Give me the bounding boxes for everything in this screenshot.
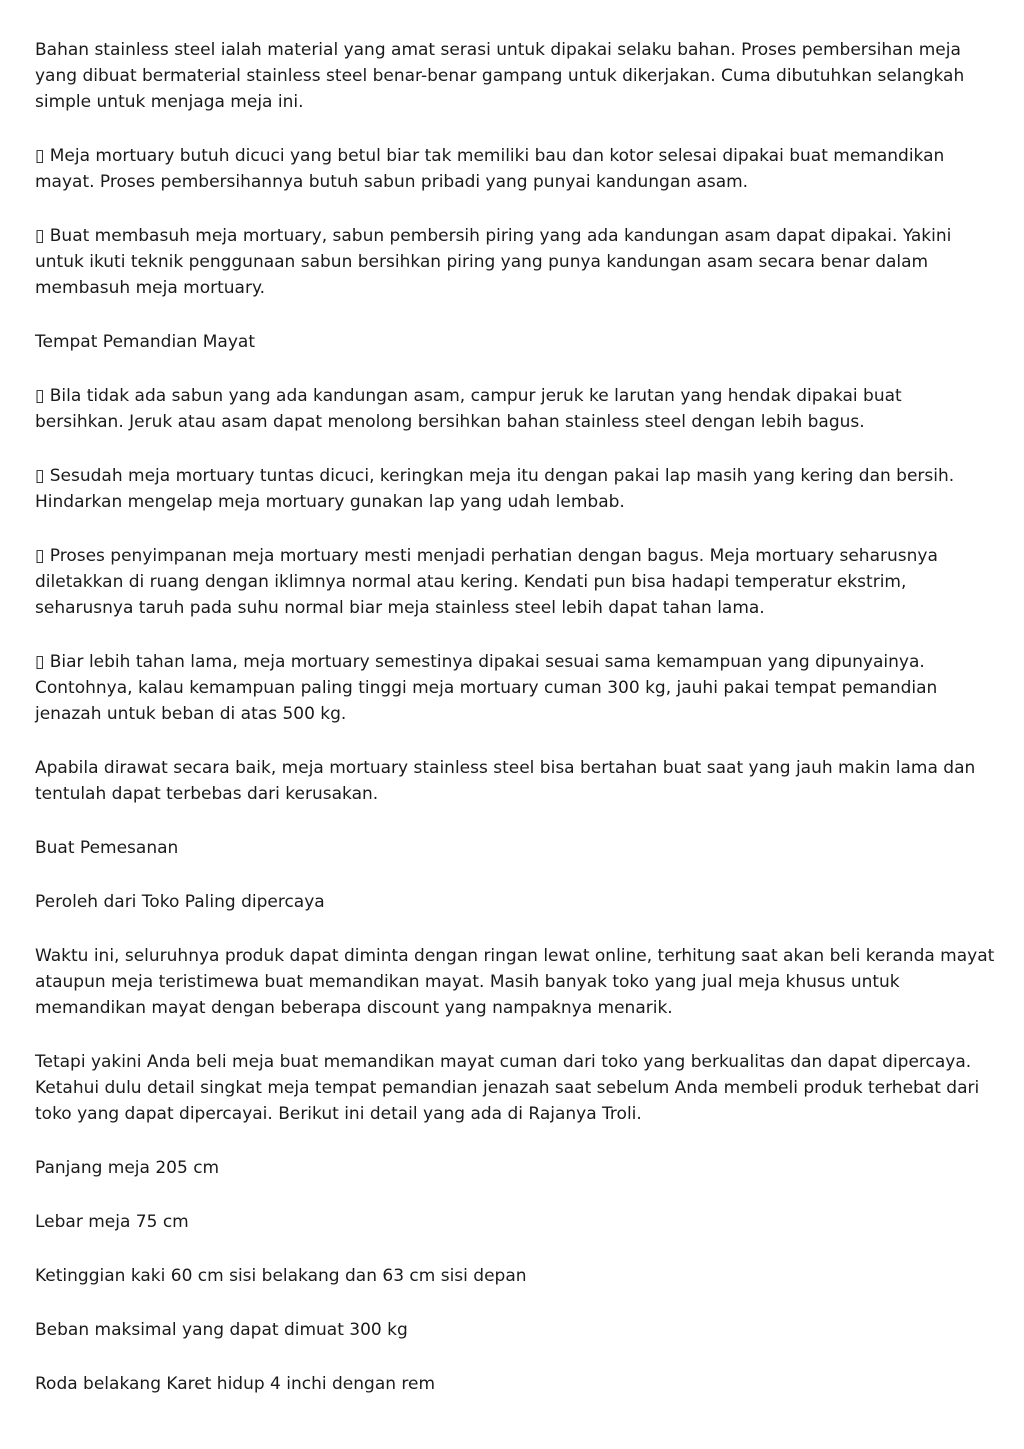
paragraph-bullet-storage: ▯ Proses penyimpanan meja mortuary mesti menjadi perhatian dengan bagus. Meja mortuary seharusnya diletakkan di ruang dengan iklimnya normal atau kering. Kendati pun bisa hadapi temperatur ekstrim, seharusnya taruh pada suhu normal biar meja stainless steel lebih dapat tahan lama.: [35, 546, 938, 618]
paragraph-conclusion: Apabila dirawat secara baik, meja mortuary stainless steel bisa bertahan buat saat yang jauh makin lama dan tentulah dapat terbebas dari kerusakan.: [35, 758, 976, 804]
spec-rear-wheels: Roda belakang Karet hidup 4 inchi dengan rem: [35, 1374, 436, 1394]
heading-peroleh-toko: Peroleh dari Toko Paling dipercaya: [35, 892, 325, 912]
paragraph-intro: Bahan stainless steel ialah material yang amat serasi untuk dipakai selaku bahan. Proses pembersihan meja yang dibuat bermaterial stainless steel benar-benar gampang untuk dikerjakan. Cuma dibutuhkan selangkah simple untuk menjaga meja ini.: [35, 40, 965, 112]
paragraph-bullet-dry: ▯ Sesudah meja mortuary tuntas dicuci, keringkan meja itu dengan pakai lap masih yang kering dan bersih. Hindarkan mengelap meja mortuary gunakan lap yang udah lembab.: [35, 466, 955, 512]
heading-buat-pemesanan: Buat Pemesanan: [35, 838, 179, 858]
paragraph-bullet-wash: ▯ Meja mortuary butuh dicuci yang betul biar tak memiliki bau dan kotor selesai dipakai buat memandikan mayat. Proses pembersihannya butuh sabun pribadi yang punyai kandungan asam.: [35, 146, 945, 192]
paragraph-bullet-capacity: ▯ Biar lebih tahan lama, meja mortuary semestinya dipakai sesuai sama kemampuan yang dipunyainya. Contohnya, kalau kemampuan paling tinggi meja mortuary cuman 300 kg, jauhi pakai tempat pemandian jenazah untuk beban di atas 500 kg.: [35, 652, 938, 724]
paragraph-online: Waktu ini, seluruhnya produk dapat diminta dengan ringan lewat online, terhitung saat akan beli keranda mayat ataupun meja teristimewa buat memandikan mayat. Masih banyak toko yang jual meja khusus untuk memandikan mayat dengan beberapa discount yang nampaknya menarik.: [35, 946, 995, 1018]
paragraph-trusted-store: Tetapi yakini Anda beli meja buat memandikan mayat cuman dari toko yang berkualitas dan dapat dipercaya. Ketahui dulu detail singkat meja tempat pemandian jenazah saat sebelum Anda membeli produk terhebat dari toko yang dapat dipercayai. Berikut ini detail yang ada di Rajanya Troli.: [35, 1052, 980, 1124]
document-body: [35, 37, 995, 1425]
paragraph-bullet-lemon: ▯ Bila tidak ada sabun yang ada kandungan asam, campur jeruk ke larutan yang hendak dipakai buat bersihkan. Jeruk atau asam dapat menolong bersihkan bahan stainless steel dengan lebih bagus.: [35, 386, 902, 432]
spec-length: Panjang meja 205 cm: [35, 1158, 220, 1178]
spec-max-load: Beban maksimal yang dapat dimuat 300 kg: [35, 1320, 408, 1340]
spec-leg-height: Ketinggian kaki 60 cm sisi belakang dan 63 cm sisi depan: [35, 1266, 527, 1286]
heading-tempat-pemandian: Tempat Pemandian Mayat: [35, 332, 255, 352]
spec-width: Lebar meja 75 cm: [35, 1212, 189, 1232]
paragraph-bullet-soap: ▯ Buat membasuh meja mortuary, sabun pembersih piring yang ada kandungan asam dapat dipakai. Yakini untuk ikuti teknik penggunaan sabun bersihkan piring yang punya kandungan asam secara benar dalam membasuh meja mortuary.: [35, 226, 952, 298]
